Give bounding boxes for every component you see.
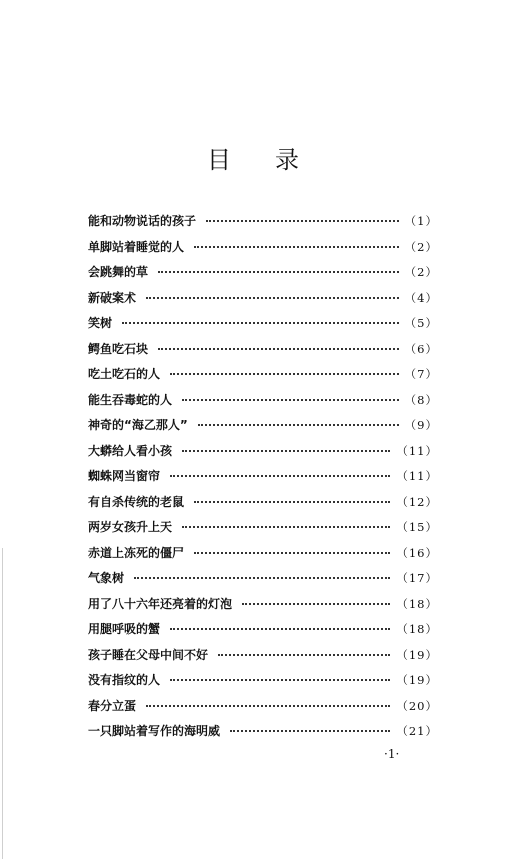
toc-entry-title: 会跳舞的草 [88,265,149,279]
toc-entry[interactable] [88,569,438,595]
toc-entry-title: 笑树 [88,316,113,330]
toc-entry[interactable] [88,518,438,544]
dot-leader [182,450,390,452]
toc-entry-title: 吃土吃石的人 [88,367,161,381]
dot-leader [194,501,390,503]
toc-entry-title: 单脚站着睡觉的人 [88,239,185,254]
toc-entry[interactable] [88,263,438,289]
dot-leader [218,654,390,656]
toc-entry[interactable] [88,289,438,315]
table-of-contents [88,212,438,748]
toc-entry[interactable] [88,314,438,340]
toc-entry[interactable] [88,442,438,468]
toc-entry[interactable] [88,340,438,366]
toc-entry-title: 蜘蛛网当窗帘 [88,469,161,483]
toc-entry-title: 用了八十六年还亮着的灯泡 [88,596,233,611]
toc-entry-page: （8） [404,392,438,407]
toc-entry-page: （9） [404,418,438,432]
toc-entry[interactable] [88,212,438,238]
toc-entry[interactable] [88,595,438,621]
toc-entry[interactable] [88,416,438,442]
dot-leader [146,705,390,707]
toc-entry-title: 用腿呼吸的蟹 [88,622,161,636]
toc-entry-page: （2） [404,265,438,279]
dot-leader [230,730,390,732]
toc-entry-title: 神奇的“海乙那人” [88,418,188,432]
toc-entry-page: （11） [396,443,438,458]
dot-leader [170,679,390,681]
toc-entry-title: 有自杀传统的老鼠 [88,494,185,509]
toc-entry[interactable] [88,391,438,417]
toc-entry-page: （4） [404,290,438,305]
toc-entry-page: （20） [396,698,438,713]
toc-entry[interactable] [88,365,438,391]
toc-entry[interactable] [88,238,438,264]
scan-edge-line [2,548,3,859]
toc-entry-title: 没有指纹的人 [88,673,161,687]
page-title [0,140,506,175]
toc-entry-title: 赤道上冻死的僵尸 [88,545,185,560]
toc-entry-page: （5） [404,316,438,330]
dot-leader [206,220,399,222]
dot-leader [158,271,399,273]
toc-entry-title: 新破案术 [88,290,137,305]
toc-entry[interactable] [88,646,438,672]
dot-leader [198,424,399,426]
toc-entry-title: 鳄鱼吃石块 [88,341,149,356]
toc-entry-page: （17） [396,571,438,585]
toc-entry-title: 春分立蛋 [88,698,137,713]
dot-leader [170,628,390,630]
toc-entry-page: （12） [396,494,438,509]
toc-entry-title: 能生吞毒蛇的人 [88,392,173,407]
toc-entry-page: （6） [404,341,438,356]
dot-leader [122,322,399,324]
dot-leader [194,246,399,248]
toc-entry-page: （18） [396,596,438,611]
dot-leader [170,373,399,375]
title-char-1: 目 [207,146,275,174]
dot-leader [242,603,390,605]
dot-leader [194,552,390,554]
toc-entry[interactable] [88,671,438,697]
dot-leader [158,348,399,350]
toc-entry-title: 孩子睡在父母中间不好 [88,647,209,662]
dot-leader [146,297,399,299]
toc-entry-page: （1） [404,214,438,228]
toc-entry-page: （19） [396,647,438,662]
toc-entry-title: 两岁女孩升上天 [88,520,173,534]
toc-entry[interactable] [88,493,438,519]
toc-entry[interactable] [88,697,438,723]
toc-entry[interactable] [88,544,438,570]
dot-leader [170,475,390,477]
toc-entry-page: （7） [404,367,438,381]
toc-entry[interactable] [88,620,438,646]
toc-entry-page: （16） [396,545,438,560]
toc-entry[interactable] [88,722,438,748]
toc-entry-title: 一只脚站着写作的海明威 [88,724,221,738]
toc-entry-page: （18） [396,622,438,636]
dot-leader [134,577,390,579]
toc-entry-title: 大蟒给人看小孩 [88,443,173,458]
title-char-2: 录 [275,146,343,174]
toc-entry-page: （21） [396,724,438,738]
toc-entry-page: （19） [396,673,438,687]
page-number: ·1· [384,747,400,761]
toc-entry[interactable] [88,467,438,493]
toc-entry-page: （11） [396,469,438,483]
toc-entry-title: 气象树 [88,571,125,585]
dot-leader [182,399,399,401]
toc-entry-page: （15） [396,520,438,534]
dot-leader [182,526,390,528]
toc-entry-page: （2） [404,239,438,254]
toc-entry-title: 能和动物说话的孩子 [88,214,197,228]
